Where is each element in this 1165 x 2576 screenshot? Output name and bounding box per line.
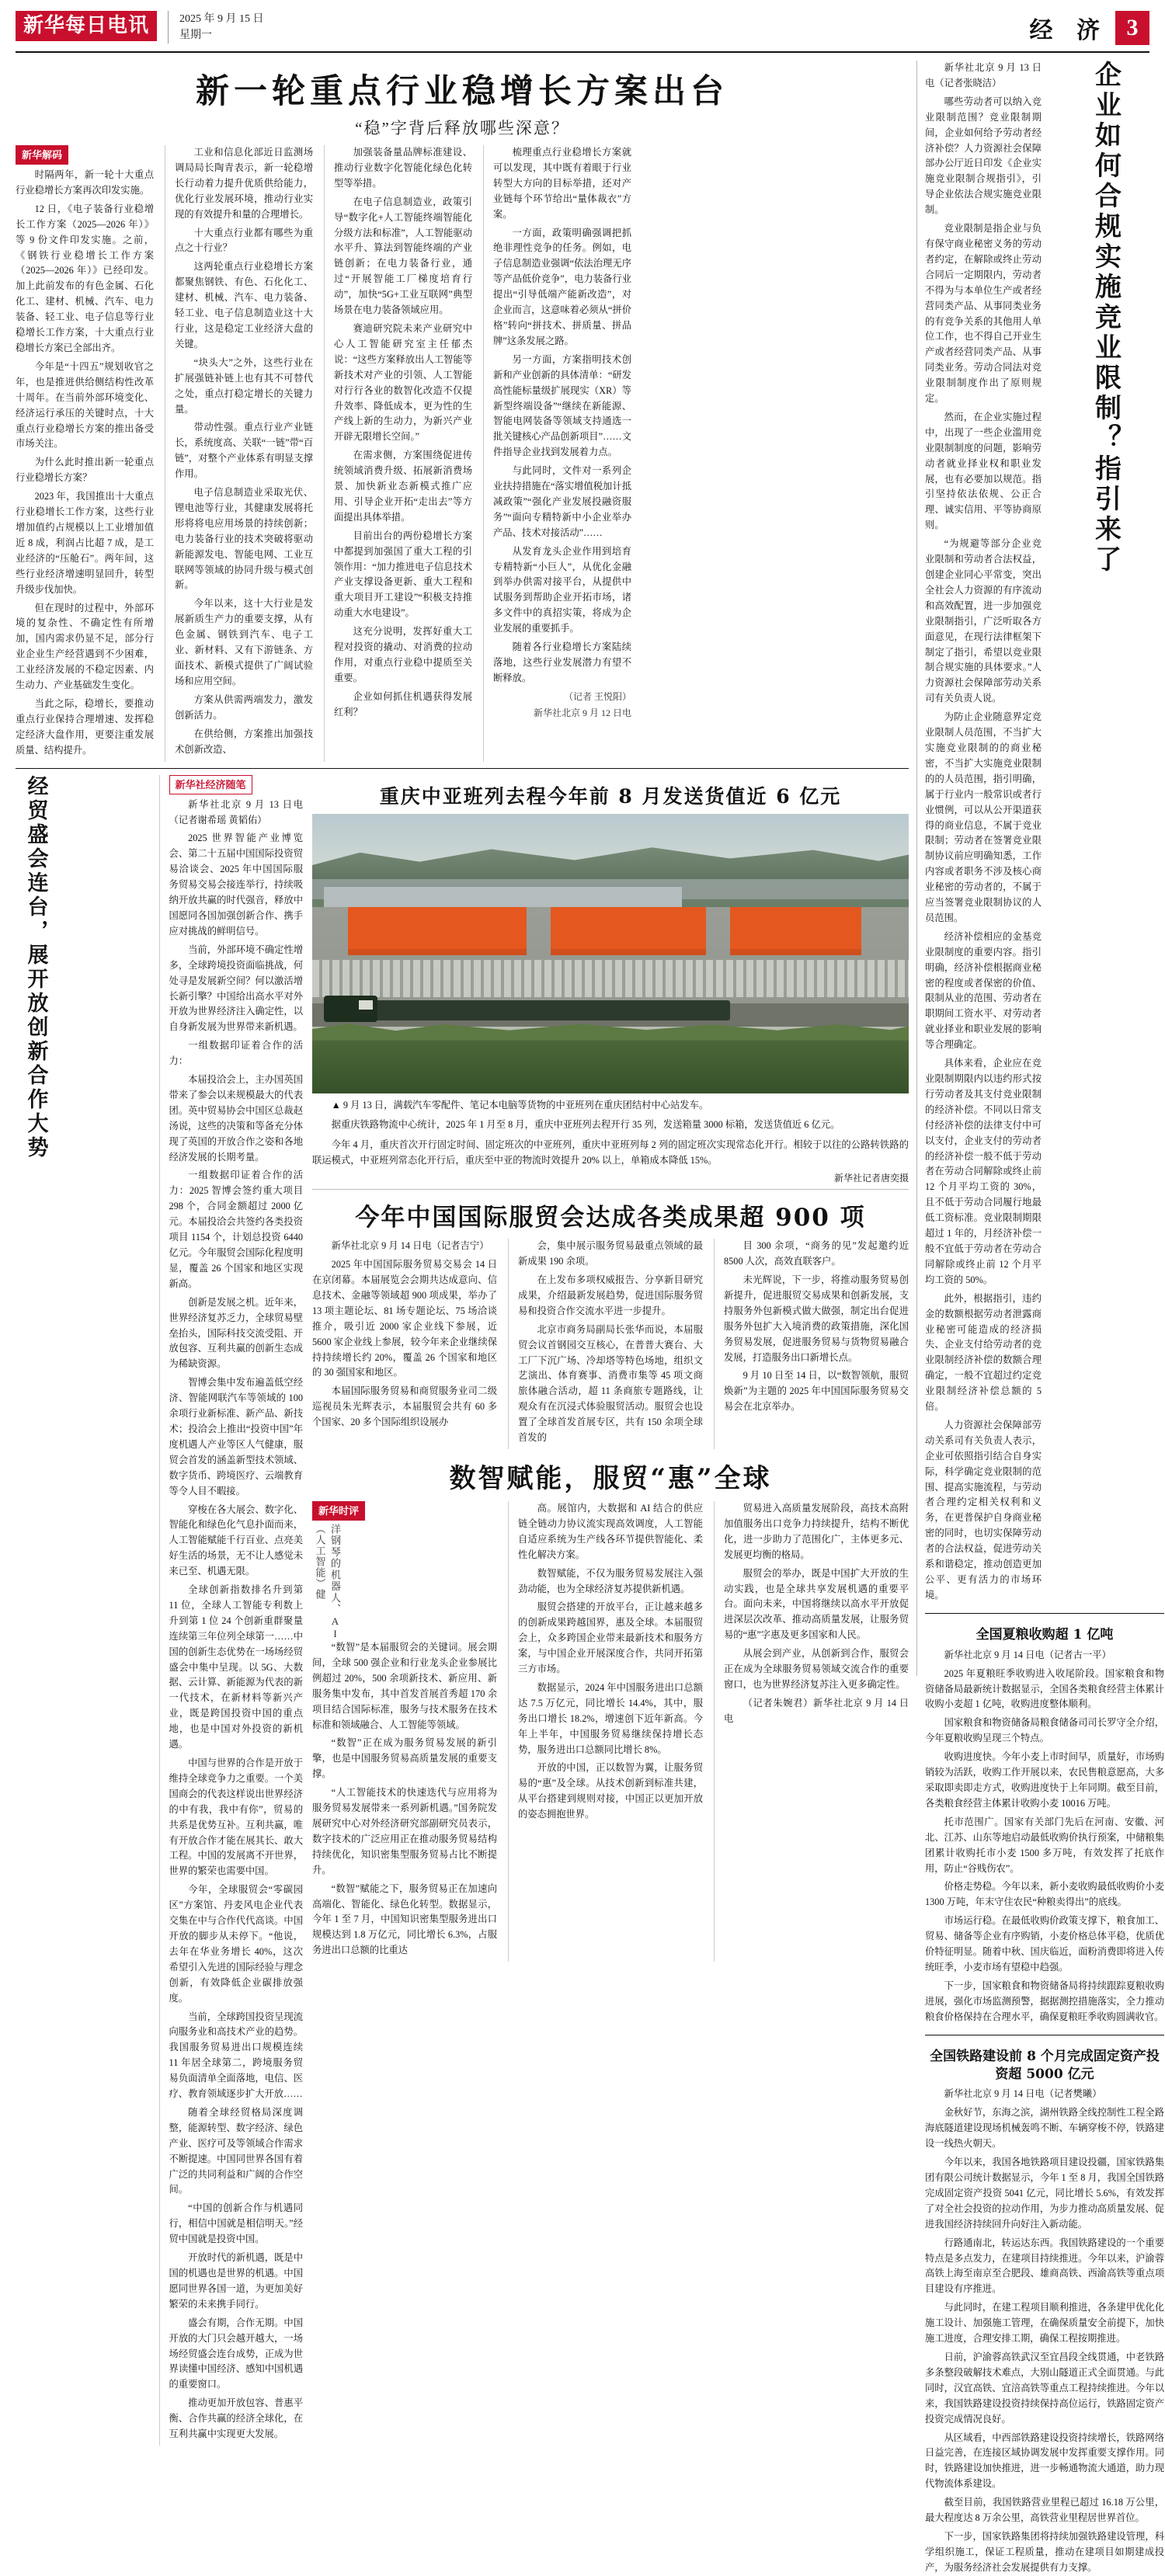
masthead <box>16 11 1149 53</box>
paragraph: “人工智能技术的快速迭代与应用将为服务贸易发展带来一系列新机遇。”国务院发展研究中心对外经济研究部副研究员表示，数字技术的广泛应用正在推动服务贸易结构持续优化，知识密集型服务贸易占比不断提升。 <box>312 1787 497 1876</box>
paragraph: 贸易进入高质量发展阶段，高技术高附加值服务出口竞争力持续提升，结构不断优化，进一步助力了范围化广，主体更多元、发展更均衡的格局。 <box>724 1502 909 1560</box>
paragraph: 服贸会搭建的开放平台，正让越来越多的创新成果跨越国界，惠及全球。本届服贸会上，众多跨国企业带来最新技术和服务方案，与中国企业开展深度合作，共同开拓第三方市场。 <box>518 1601 703 1675</box>
paragraph: 在上发布多项权威报告、分享新目研究成果，介绍最新发展趋势，促进国际服务贸易和投资合作交流水平进一步提升。 <box>518 1274 703 1316</box>
photo-freight-train <box>336 1000 730 1020</box>
middle-band <box>16 775 909 2446</box>
paragraph: 但在现时的过程中，外部环境的复杂性、不确定性有所增加，国内需求仍显不足，部分行业企业生产经营遇到不少困难，工业经济发展的不稳定因素、内生动力、产业基础发生变化。 <box>16 602 154 691</box>
photo-headline: 重庆中亚班列去程今年前 8 月发送货值近 6 亿元 <box>379 784 842 808</box>
paragraph: 收购进度快。今年小麦上市时间早，质量好，市场购销较为活跃，收购工作开展以来，农民售粮意愿高，大多采取即卖即走方式，收购进度快于上年同期。截至目前，各类粮食经营主体累计收购小麦 10016 万吨。 <box>925 1751 1164 1809</box>
essay-title: 经贸盛会连台，展开放创新合作大势 <box>23 774 48 1160</box>
paragraph: 在需求侧，方案围绕促进传统领域消费升级、拓展新消费场景、加快新业态新模式推广应用、引导企业开拓“走出去”等方面提出具体举措。 <box>334 450 472 523</box>
paragraph: 本届投洽会上，主办国英国带来了参会以来规模最大的代表团。英中贸易协会中国区总裁赵汤说，这些的决策和等备充分体现了英国的开放合作之姿和各地经济发展的长期考量。 <box>169 1074 303 1163</box>
paragraph: “数智”是本届服贸会的关键词。展会期间，全球 500 强企业和行业龙头企业参展比例超过 20%，500 余项新技术、新应用、新服务集中发布，其中首发首展首秀超 170 余项目结合国际标准，服务与技术服务在技术标准和领域融合、人工智能等领域。 <box>312 1642 497 1730</box>
paragraph: 服贸会的举办，既是中国扩大开放的生动实践，也是全球共享发展机遇的重要平台。面向未来，中国将继续以高水平开放促进深层次改革、推动高质量发展，让服务贸易的“惠”字惠及更多国家和人民。 <box>724 1567 909 1641</box>
article4-author: 洋钢琴的机器人、AI（人工智能）健 <box>314 1524 341 1641</box>
paragraph: 从展会到产业，从创新到合作，服贸会正在成为全球服务贸易领域交流合作的重要窗口，也为世界经济复苏注入更多确定性。 <box>724 1648 909 1690</box>
paragraph: 截至目前，我国铁路营业里程已超过 16.18 万公里，最大程度达 8 万余公里，高铁营业里程居世界首位。 <box>925 2497 1164 2524</box>
essay-title-wrap <box>16 775 56 2446</box>
paragraph: 从区域看，中西部铁路建设投资持续增长，铁路网络日益完善，在连接区域协调发展中发挥重要支撑作用。同时，铁路建设加快推进，进一步畅通物流大通道，助力现代物流体系建设。 <box>925 2432 1164 2490</box>
photo-gantry-crane <box>348 907 527 955</box>
paragraph: 电子信息制造业采取光伏、锂电池等行业，其健康发展将托形将将电应用场景的持续创新；电力装备行业的技术突破将驱动新能源发电、智能电网、工业互联网等领域的协同升级与模式创新。 <box>175 487 313 591</box>
paragraph: 与此同时，在建工程项目顺利推进，各条建甲优化化施工设计、加强施工管理，在确保质量安全前提下，加快施工进度，合理安排工期，确保工程按期推进。 <box>925 2302 1164 2345</box>
article4 <box>312 1501 909 1962</box>
paragraph: 金秋好节，东海之滨，湖州铁路全线控制性工程全路海底隧道建设现场机械轰鸣不断、车辆穿梭不停，铁路建设一线热火朝天。 <box>925 2107 1164 2150</box>
paragraph: “数智”正在成为服务贸易发展的新引擎，也是中国服务贸易高质量发展的重要支撑。 <box>312 1737 497 1780</box>
paragraph: 开放的中国，正以数智为翼，让服务贸易的“惠”及全球。从技术创新到标准共建，从平台搭建到规则对接，中国正以更加开放的姿态拥抱世界。 <box>518 1762 703 1820</box>
lead-col-1 <box>16 145 154 762</box>
paragraph: 新华社北京 9 月 13 日电（记者张晓洁） <box>925 62 1042 89</box>
paragraph: 当前，外部环境不确定性增多，全球跨境投资面临挑战，何处寻是发展新空间？何以激活增长新引擎？中国给出高水平对外开放为世界经济注入确定性，以自身新发展为世界带来新机遇。 <box>169 944 303 1033</box>
paragraph: 会，集中展示服务贸易最重点领域的最新成果 190 余项。 <box>518 1240 703 1267</box>
article3-col-2 <box>508 1239 703 1449</box>
paragraph: 数智赋能，不仅为服务贸易发展注入强劲动能，也为全球经济复苏提供新机遇。 <box>518 1567 703 1594</box>
paragraph: 竞业限制是指企业与负有保守商业秘密义务的劳动者约定，在解除或终止劳动合同后一定期限内，劳动者不得为与本单位生产或者经营同类产品、从事同类业务的有竞争关系的其他用人单位工作，也不得自己开业生产或者经营同类产品、从事同类业务。劳动合同法对竞业限制制度作出了原则规定。 <box>925 223 1042 405</box>
paragraph: 与此同时，文件对一系列企业扶持措施在“落实增值税加计抵减政策”“强化产业发展投融资服务”“面向专精特新中小企业举办产品、技术对接活动”…… <box>493 465 631 538</box>
paragraph: 2025 世界智能产业博览会、第二十五届中国国际投资贸易洽谈会、2025 年中国国际服务贸易交易会接连举行，持续吸纳开放共赢的时代强音，释放中国愿同各国加强创新合作、携手应对挑战的鲜明信号。 <box>169 833 303 937</box>
photo-parked-vehicles <box>312 960 909 997</box>
page-subtitle: “稳”字背后释放哪些深意？ <box>355 119 569 137</box>
right-rail <box>916 61 1164 2573</box>
paragraph: 经济补偿相应的金基竞业限制度的重要内容。指引明确，经济补偿根据商业秘密的程度或者保密的价值、限制从业的范围、劳动者在职期间工资水平、对劳动者就业择业和职业发展的影响等合理确定。 <box>925 930 1042 1051</box>
photo-gantry-crane <box>730 907 861 955</box>
paragraph: 新华社北京 9 月 14 日电（记者吉宁） <box>331 1240 489 1252</box>
paragraph: 带动性强。重点行业产业链长，系统度高、关联“一链”带“百链”，对整个产业体系有明显支撑作用。 <box>175 422 313 480</box>
date-block <box>168 11 264 43</box>
paragraph: 新华社北京 9 月 13 日电（记者谢希瑶 黄韬佑） <box>169 798 303 826</box>
paragraph: 智博会集中发布遍盖低空经济、智能网联汽车等领域的 100 余项行业新标准、新产品、新技术；投洽会上推出“投资中国”年度机遇人产业等区人气健康，服贸会首发的涵盖新型技术领域、数字货币、跨境医疗、云端教育等令人目不暇接。 <box>169 1377 303 1497</box>
essay-text-col <box>159 775 304 2446</box>
divider <box>925 1613 1164 1614</box>
paragraph: 在供给侧，方案推出加强技术创新改造、 <box>175 728 313 755</box>
paragraph: 穿梭在各大展会、数字化、智能化和绿色化气息扑面而来，人工智能赋能千行百业、点亮美好生活的场景，无不让人感觉未来已至、机遇无限。 <box>169 1504 303 1577</box>
essay-block <box>16 775 150 2446</box>
paragraph: 2025 年中国国际服务贸易交易会 14 日在京闭幕。本届展览会会期共达成意向、信息技术、金融等领域超 900 项成果，举办了 13 项主题论坛、81 场专题论坛、75 场洽谈推介，吸引近 2000 家企业线下参展，近 5600 家企业线上参展，较今年来企业继续保持持续增长约 20%，覆盖 26 个国家和地区的 30 强国家和地区。 <box>312 1259 497 1378</box>
paragraph: 一组数据印证着合作的活力： <box>169 1040 303 1067</box>
weekday: 星期一 <box>179 30 213 41</box>
paragraph: 价格走势稳。今年以来，新小麦收购最低收购价小麦 1300 万吨，年末守住农民“种粮卖得出”的底线。 <box>925 1881 1164 1908</box>
paragraph: （记者朱婉君）新华社北京 9 月 14 日电 <box>724 1697 909 1724</box>
paragraph: 未光辉说，下一步，将推动服务贸易创新提升，促进服贸交易成果和创新发展，支持服务外包新模式做大做强，制定出台促进服务外包扩大入境消费的政策措施，深化国务贸易发展，促进服务贸易与货物贸易融合发展，打造服务出口新增长点。 <box>724 1274 909 1363</box>
news2-title: 全国夏粮收购超 1 亿吨 <box>975 1626 1114 1643</box>
paragraph: 开放时代的新机遇，既是中国的机遇也是世界的机遇。中国愿同世界各国一道，为更加美好繁荣的未来携手同行。 <box>169 2252 303 2310</box>
paragraph: 市场运行稳。在最低收购价政策支撑下，粮食加工、贸易、储备等企业有序购销，小麦价格总体平稳，优质优价特征明显。随着中秋、国庆临近，面粉消费即将进入传统旺季，小麦市场有望稳中趋强。 <box>925 1915 1164 1973</box>
paragraph: 托市范围广。国家有关部门先后在河南、安徽、河北、江苏、山东等地启动最低收购价执行预案，中储粮集团累计收购托市小麦 1500 多万吨，有效发挥了托底作用，防止“谷贱伤农”。 <box>925 1816 1164 1874</box>
paragraph: 数据显示，2024 年中国服务进出口总额达 7.5 万亿元，同比增长 14.4%，其中，服务出口增长 18.2%，增速创下近年新高。今年上半年，中国服务贸易继续保持增长态势，服务进出口总额同比增长 8%。 <box>518 1681 703 1755</box>
paragraph: 在电子信息制造业，政策引导“数字化+人工智能终端智能化分级方法和标准”，人工智能驱动水平升、算法到智能终端的产业链创新；在电力装备行业，通过“开展智能工厂梯度培育行动”，加快“5G+工业互联网”典型场景在电力装备领域应用。 <box>334 196 472 316</box>
paragraph: 国家粮食和物资储备局粮食储备司司长罗守全介绍，今年夏粮收购呈现三个特点。 <box>925 1717 1164 1744</box>
paragraph: 当此之际，稳增长，要推动重点行业保持合理增速、发挥稳定经济大盘作用，更要注重发展质量、结构提升。 <box>16 697 154 756</box>
paragraph: 北京市商务局副局长张华而说，本届服贸会议首钢园交互核心，在普普大赛台、大工厂下沉广场、冷却塔等特色场地，组织文艺演出、体育赛事、消费市集等 45 项文商旅体融合活动，超 11 条商旅专题路线，让观众有在沉浸式体验服贸活动。服贸会也设置了全球首发首展专区，共有 150 余项全球首发的 <box>518 1323 703 1444</box>
publish-date: 2025 年 9 月 15 日 <box>179 13 264 25</box>
lead-col-3 <box>324 145 472 762</box>
article4-col-2 <box>508 1501 703 1962</box>
paragraph: 12 日，《电子装备行业稳增长工作方案（2025—2026 年）》等 9 份文件印发实施。之前，《钢铁行业稳增长工作方案（2025—2026 年）》已经印发。加上此前发布的有色金属、石化化工、建材、机械、汽车、电力装备、轻工业、电子信息等行业稳增长工作方案，十大重点行业稳增长方案已全部出齐。 <box>16 203 154 354</box>
paragraph: 高。展馆内，大数据和 AI 结合的供应链全链动力协议流实现高效调度，人工智能自适应系统为生产线各环节提供智能化、柔性化解决方案。 <box>518 1502 703 1560</box>
paragraph: 新华社北京 9 月 14 日电（记者樊曦） <box>944 2088 1102 2100</box>
article3-col-1 <box>312 1239 497 1449</box>
paragraph: 具体来看，企业应在竞业限制期限内以违约形式按行劳动者及其支付竞业限制的经济补偿。不同以日常支付经济补偿的法律支付中可以支付，企业支付的劳动者的经济补偿一般不低于劳动者在劳动合同解除或终止前 12 个月平均工资的 30%，且不低于劳动合同履行地最低工资标准。竞业限制期限超过 1 年的，月经济补偿一般不宜低于劳动者在劳动合同解除或终止前 12 个月平均工资的 50%。 <box>925 1058 1042 1285</box>
triangle-marker: ▲ <box>331 1099 343 1111</box>
paragraph: 盛会有期，合作无期。中国开放的大门只会越开越大，一场场经贸盛会连台成势，正成为世界读懂中国经济、感知中国机遇的重要窗口。 <box>169 2317 303 2390</box>
paragraph: 这充分说明，发挥好重大工程对投资的撬动、对消费的拉动作用，对重点行业稳中提质至关重要。 <box>334 626 472 683</box>
paragraph: 这两轮重点行业稳增长方案都聚焦钢铁、有色、石化化工、建材、机械、汽车、电力装备、轻工业、电子信息制造业这十大行业，这是稳定工业经济大盘的关键。 <box>175 261 313 349</box>
paragraph: 赛迪研究院未来产业研究中心人工智能研究室主任郁杰说：“这些方案释放出人工智能等新技术对产业的引领、人工智能对行行各业的数智化改造不仅提升效率、降低成本，更为性的生产线上新的生动力，为新兴产业开辟无限增长空间。” <box>334 322 472 443</box>
article3-col-3 <box>714 1239 909 1449</box>
paragraph: “数智”赋能之下，服务贸易正在加速向高端化、智能化、绿色化转型。数据显示，今年 1 至 7 月，中国知识密集型服务进出口规模达到 1.8 万亿元，同比增长 6.3%，占服务进出口总额的比重达 <box>312 1882 497 1956</box>
photo-credit: 新华社记者唐奕摄 <box>833 1173 909 1184</box>
paragraph: 创新是发展之机。近年来，世界经济复苏乏力，全球贸易壁垒抬头，国际科技交流受阻、开放包容、互利共赢的创新生态成为稀缺资源。 <box>169 1296 303 1370</box>
paragraph: “块头大”之外，这些行业在扩展强链补链上也有其不可替代之处，重点打稳定增长的关键力量。 <box>175 356 313 415</box>
lead-article <box>16 145 909 762</box>
page-number: 3 <box>1115 11 1149 45</box>
section-divider <box>16 768 909 769</box>
paragraph: 随着各行业稳增长方案陆续落地，这些行业发展潜力有望不断释放。 <box>493 641 631 683</box>
paragraph: 时隔两年，新一轮十大重点行业稳增长方案再次印发实施。 <box>16 169 154 196</box>
photo-and-articles <box>312 775 909 2446</box>
paragraph: 今年以来，我国各地铁路项目建设投疆，国家铁路集团有限公司统计数据显示，今年 1 至 8 月，我国全国铁路完成固定资产投资 5041 亿元，同比增长 5.6%，有效发挥了对全社会投资的拉动作用，为步力推动高质量发展、促进我国经济持续回升向好注入新动能。 <box>925 2157 1164 2230</box>
paragraph: 今年以来，这十大行业是发展新质生产力的重要支撑，从有色金属、钢铁到汽车、电子工业、新材料、又有下游链条、方面技术、新模式提供了广阔试验场和应用空间。 <box>175 598 313 687</box>
article-byline: （记者 王悦阳） <box>563 690 631 702</box>
paragraph: 2025 年夏粮旺季收购进入收尾阶段。国家粮食和物资储备局最新统计数据显示，全国各类粮食经营主体累计收购小麦超 1 亿吨，收购进度整体顺利。 <box>925 1667 1164 1710</box>
paragraph: 十大重点行业都有哪些为重点之十行业？ <box>175 227 313 254</box>
article3 <box>312 1239 909 1449</box>
paragraph: 一方面，政策明确强调把抓绝非理性竞争的任务。例如，电子信息制造业强调“依法治理无序等产品低价竞争”，电力装备行业提出“引导低端产能新改造”，对企业而言，这意味着必须从“拼价格”转向“拼技术、拼质量、拼品牌”这条发展之路。 <box>493 227 631 346</box>
paragraph: 今年是“十四五”规划收官之年，也是推进供给侧结构性改革十周年。在当前外部环境变化、经济运行承压的关键时点，十大重点行业稳增长方案的推出备受市场关注。 <box>16 360 154 450</box>
paragraph: 人力资源社会保障部劳动关系司有关负责人表示，企业可依照指引结合自身实际，科学确定竞业限制的范围、提高实施流程，与劳动者合理约定相关权利和义务，在更普保护自身商业秘密的同时，也切实保障劳动者的合法权益，促进劳动关系和谐稳定，推动创造更加公平、更有活力的市场环境。 <box>925 1419 1042 1601</box>
paragraph: 9 月 10 日至 14 日，以“数智领航，服贸焕新”为主题的 2025 年中国国际服务贸易交易会在北京举办。 <box>724 1370 909 1413</box>
lead-col-2 <box>165 145 313 762</box>
paragraph: 本届国际服务贸易和商贸服务业司二级巡视员朱光辉表示，本届服贸会共有 60 多个国家、20 多个国际组织设展办 <box>312 1385 497 1428</box>
essay-badge: 新华社经济随笔 <box>169 775 252 794</box>
photo-caption-3: 今年 4 月，重庆首次开行固定时间、固定班次的中亚班列，重庆中亚班列每 2 列的固定班次实现常态化开行。相较于以往的公路转铁路的联运模式，中亚班列常态化开行后，重庆至中亚的物流时效提升 20% 以上，单箱成本降低 15%。 <box>312 1139 909 1166</box>
paragraph: 企业如何抓住机遇获得发展红利？ <box>334 690 472 718</box>
paragraph: 下一步，国家铁路集团将持续加强铁路建设管理，科学组织施工，保证工程质量，推动在建项目如期建成投产，为服务经济社会发展提供有力支撑。 <box>925 2530 1164 2573</box>
article-source: 新华社北京 9 月 12 日电 <box>533 707 631 719</box>
paragraph: 加强装备量品牌标准建设、推动行业数字化智能化绿色化转型等举措。 <box>334 147 472 189</box>
paragraph: 方案从供需两端发力，激发创新活力。 <box>175 694 313 721</box>
paragraph: 另一方面，方案指明技术创新和产业创新的具体清单：“研发高性能标量级扩展现实（XR）等新型终端设备”“继续在新能源、智能电网装备等领域支持通选一批关键核心产品创新项目”……文件指导企业找到发展着力点。 <box>493 353 631 458</box>
commentary-badge: 新华时评 <box>312 1501 365 1521</box>
paragraph: 全球创新指数排名升到第 11 位，全球人工智能专利数上升到第 1 位 24 个创新重群聚量连续第三年位列全球第一……中国的创新生态优势在一场场经贸盛会中集中呈现。以 5G、大数据、云计算、新能源为代表的新一代技术，在新材料等新兴产业，既是跨国投资中国的重点地，也是中国对外投资的新机遇。 <box>169 1584 303 1750</box>
paragraph: 日前，沪渝蓉高铁武汉至宜昌段全线贯通，中老铁路多条整段破解技术难点，大别山隧道正式全面贯通。与此同时，汉宜高铁、宜涪高铁等重点工程持续推进。今年以来，我国铁路建设投资持续保持高位运行，铁路固定资产投资完成情况良好。 <box>925 2351 1164 2425</box>
lead-col-4 <box>483 145 631 762</box>
paragraph: 随着全球经贸格局深度调整，能源转型、数字经济、绿色产业、医疗可及等领域合作需求不断提速。中国同世界各国有着广泛的共同利益和广阔的合作空间。 <box>169 2106 303 2195</box>
paragraph: 下一步，国家粮食和物资储备局将持续跟踪夏粮收购进展，强化市场监测预警，据据测控措施落实，全力推动粮食价格保持在合理水平，确保夏粮旺季收购圆满收官。 <box>925 1980 1164 2022</box>
paragraph: 为什么此时推出新一轮重点行业稳增长方案？ <box>16 457 154 484</box>
photo-caption-2: 据重庆铁路物流中心统计，2025 年 1 月至 8 月，重庆中亚班列去程开行 35 列，发送箱量 3000 标箱，发送货值近 6 亿元。 <box>331 1119 840 1131</box>
paragraph: 哪些劳动者可以纳入竞业限制范围？竞业限制期间，企业如何给予劳动者经济补偿？人力资源社会保障部办公厅近日印发《企业实施竞业限制合规指引》，引导企业依法合规实施竞业限制。 <box>925 96 1042 216</box>
article3-title: 今年中国国际服贸会达成各类成果超 900 项 <box>355 1204 866 1232</box>
photo-locomotive <box>324 996 377 1022</box>
paragraph: 新华社北京 9 月 14 日电（记者古一平） <box>944 1649 1111 1660</box>
paragraph: 然而，在企业实施过程中，出现了一些企业滥用竞业限制制度的问题，影响劳动者就业择业权和职业发展，也有必要加以规范。指引坚持依法依规、公正合理、诚实信用、平等协商原则。 <box>925 411 1042 531</box>
paragraph: “为规避等部分企业竞业限制和劳动者合法权益，创建企业同心平常变，突出全社会人力资源的有序流动和高效配置，进一步加强竞业限制指引，广泛听取各方面意见，在现行法律框架下制定了指引，希望以竞业限制合规实施的具体要求。”人力资源社会保障部劳动关系司有关负责人说。 <box>925 538 1042 704</box>
section-title: 经 济 <box>1029 17 1108 44</box>
main-zone <box>16 61 909 2440</box>
decode-badge: 新华解码 <box>16 145 68 165</box>
news-photo <box>312 814 909 1093</box>
paragraph: 行路通南北，转运达东西。我国铁路建设的一个重要特点是多点发力，在建项目持续推进。今年以来，沪渝蓉高铁上海至南京至合肥段、雄商高铁、西渝高铁等重点项目建设有序推进。 <box>925 2237 1164 2295</box>
paragraph: 为防止企业随意界定竞业限制人员范围，不当扩大实施竞业限制的的商业秘密，不当扩大实施竞业限制的的人员范围，指引明确，属于行业内一般常识或者行业惯例，可以从公开渠道获得的商业信息，不属于竞业限制；劳动者在签署竞业限制协议前应明确知悉，工作内容或者职务不涉及核心商业秘密的劳动者的，不属于应当签署竞业限制协议的人员范围。 <box>925 711 1042 923</box>
news3-title: 全国铁路建设前 8 个月完成固定资产投资超 5000 亿元 <box>930 2048 1160 2082</box>
article4-col-3 <box>714 1501 909 1962</box>
article4-title: 数智赋能，服贸“惠”全球 <box>449 1462 772 1494</box>
paragraph: 今年，全球服贸会“零碳园区”方案馆、丹麦风电企业代表交集在中与合作代代高谈。中国开放的脚步从未停下。“他说，去年在华业务增长 40%，这次希望引入先进的国际经验与理念创新，有效降低企业碳排放强度。 <box>169 1884 303 2004</box>
photo-gantry-crane <box>551 907 706 955</box>
paragraph: 推动更加开放包容、普惠平衡、合作共赢的经济全球化，在互利共赢中实现更大发展。 <box>169 2397 303 2440</box>
divider <box>312 1189 909 1190</box>
paragraph: 从发育龙头企业作用到培育专精特新“小巨人”，从优化金融到举办供需对接平台，从提供中试服务到帮助企业开拓市场，诸多文件中的真招实策，将成为企业发展的重要抓手。 <box>493 545 631 634</box>
paragraph: 梳理重点行业稳增长方案就可以发现，其中既有着眼于行业转型大方向的目标举措，还对产业链每个环节给出“量体裁衣”方案。 <box>493 147 631 220</box>
rail-headline: 企业如何合规实施竞业限制？指引来了 <box>1090 61 1122 575</box>
photo-vegetation <box>312 1033 909 1093</box>
paragraph: 目前出台的两份稳增长方案中都提到加强国了重大工程的引领作用：“加力推进电子信息技术产业支撑设备更新、重大工程和重大项目开工建设”“积极支持推动重大水电建设”。 <box>334 530 472 619</box>
article4-col-1 <box>312 1501 497 1962</box>
paragraph: 2023 年，我国推出十大重点行业稳增长工作方案，这些行业增加值约占规模以上工业增加值近 8 成，利润占比超 7 成，是工业经济的“压舱石”。两年间，这些行业经济增速明显回升，转型升级步伐加快。 <box>16 491 154 595</box>
paragraph: 此外，根据指引，违约金的数额根据劳动者泄露商业秘密可能造成的经济损失、企业支付给劳动者的竞业限制经济补偿的数额合理确定，一般不宜超过约定竞业限制经济补偿总额的 5 倍。 <box>925 1292 1042 1413</box>
paragraph: “中国的创新合作与机遇同行，相信中国就是相信明天。”经贸中国就是投资中国。 <box>169 2202 303 2245</box>
paragraph: 目 300 余项，“商务的见”发起邀约近 8500 人次，高效直联客户。 <box>724 1240 909 1267</box>
page-title: 新一轮重点行业稳增长方案出台 <box>196 72 729 111</box>
photo-caption-text: 9 月 13 日，满载汽车零配件、笔记本电脑等货物的中亚班列在重庆团结村中心站发车。 <box>343 1099 709 1111</box>
paragraph: 当前，全球跨国投资呈现流向服务业和高技术产业的趋势。我国服务贸易进出口规模连续 11 年居全球第二，跨境服务贸易负面清单全面落地，电信、医疗、教育领域逐步扩大开放…… <box>169 2011 303 2100</box>
paragraph: 一组数据印证着合作的活力：2025 智博会签约重大项目 298 个，合同金额超过 2000 亿元。本届投洽会共签约各类投资项目 1154 个，计划总投资 6440 亿元。今年服贸会国际化程度明显，覆盖 26 个国家和地区实现新高。 <box>169 1170 303 1289</box>
paragraph: 工业和信息化部近日监测场调局局长陶青表示，新一轮稳增长行动着力提升优质供给能力，优化行业发展环境，推动行业实现的有效提升和量的合理增长。 <box>175 147 313 220</box>
newspaper-logo: 新华每日电讯 <box>16 11 157 41</box>
paragraph: 中国与世界的合作是开放于维持全球竞争力之重要。一个美国商会的代表这样说出世界经济的中有我，我中有你”，贸易的共系是优势互补。互利共赢，唯有开放合作才能在展其长、敢大工程。中国的发展离不开世界，世界的繁荣也需要中国。 <box>169 1757 303 1877</box>
photo-caption <box>312 1098 909 1114</box>
page-body <box>16 61 1164 2573</box>
